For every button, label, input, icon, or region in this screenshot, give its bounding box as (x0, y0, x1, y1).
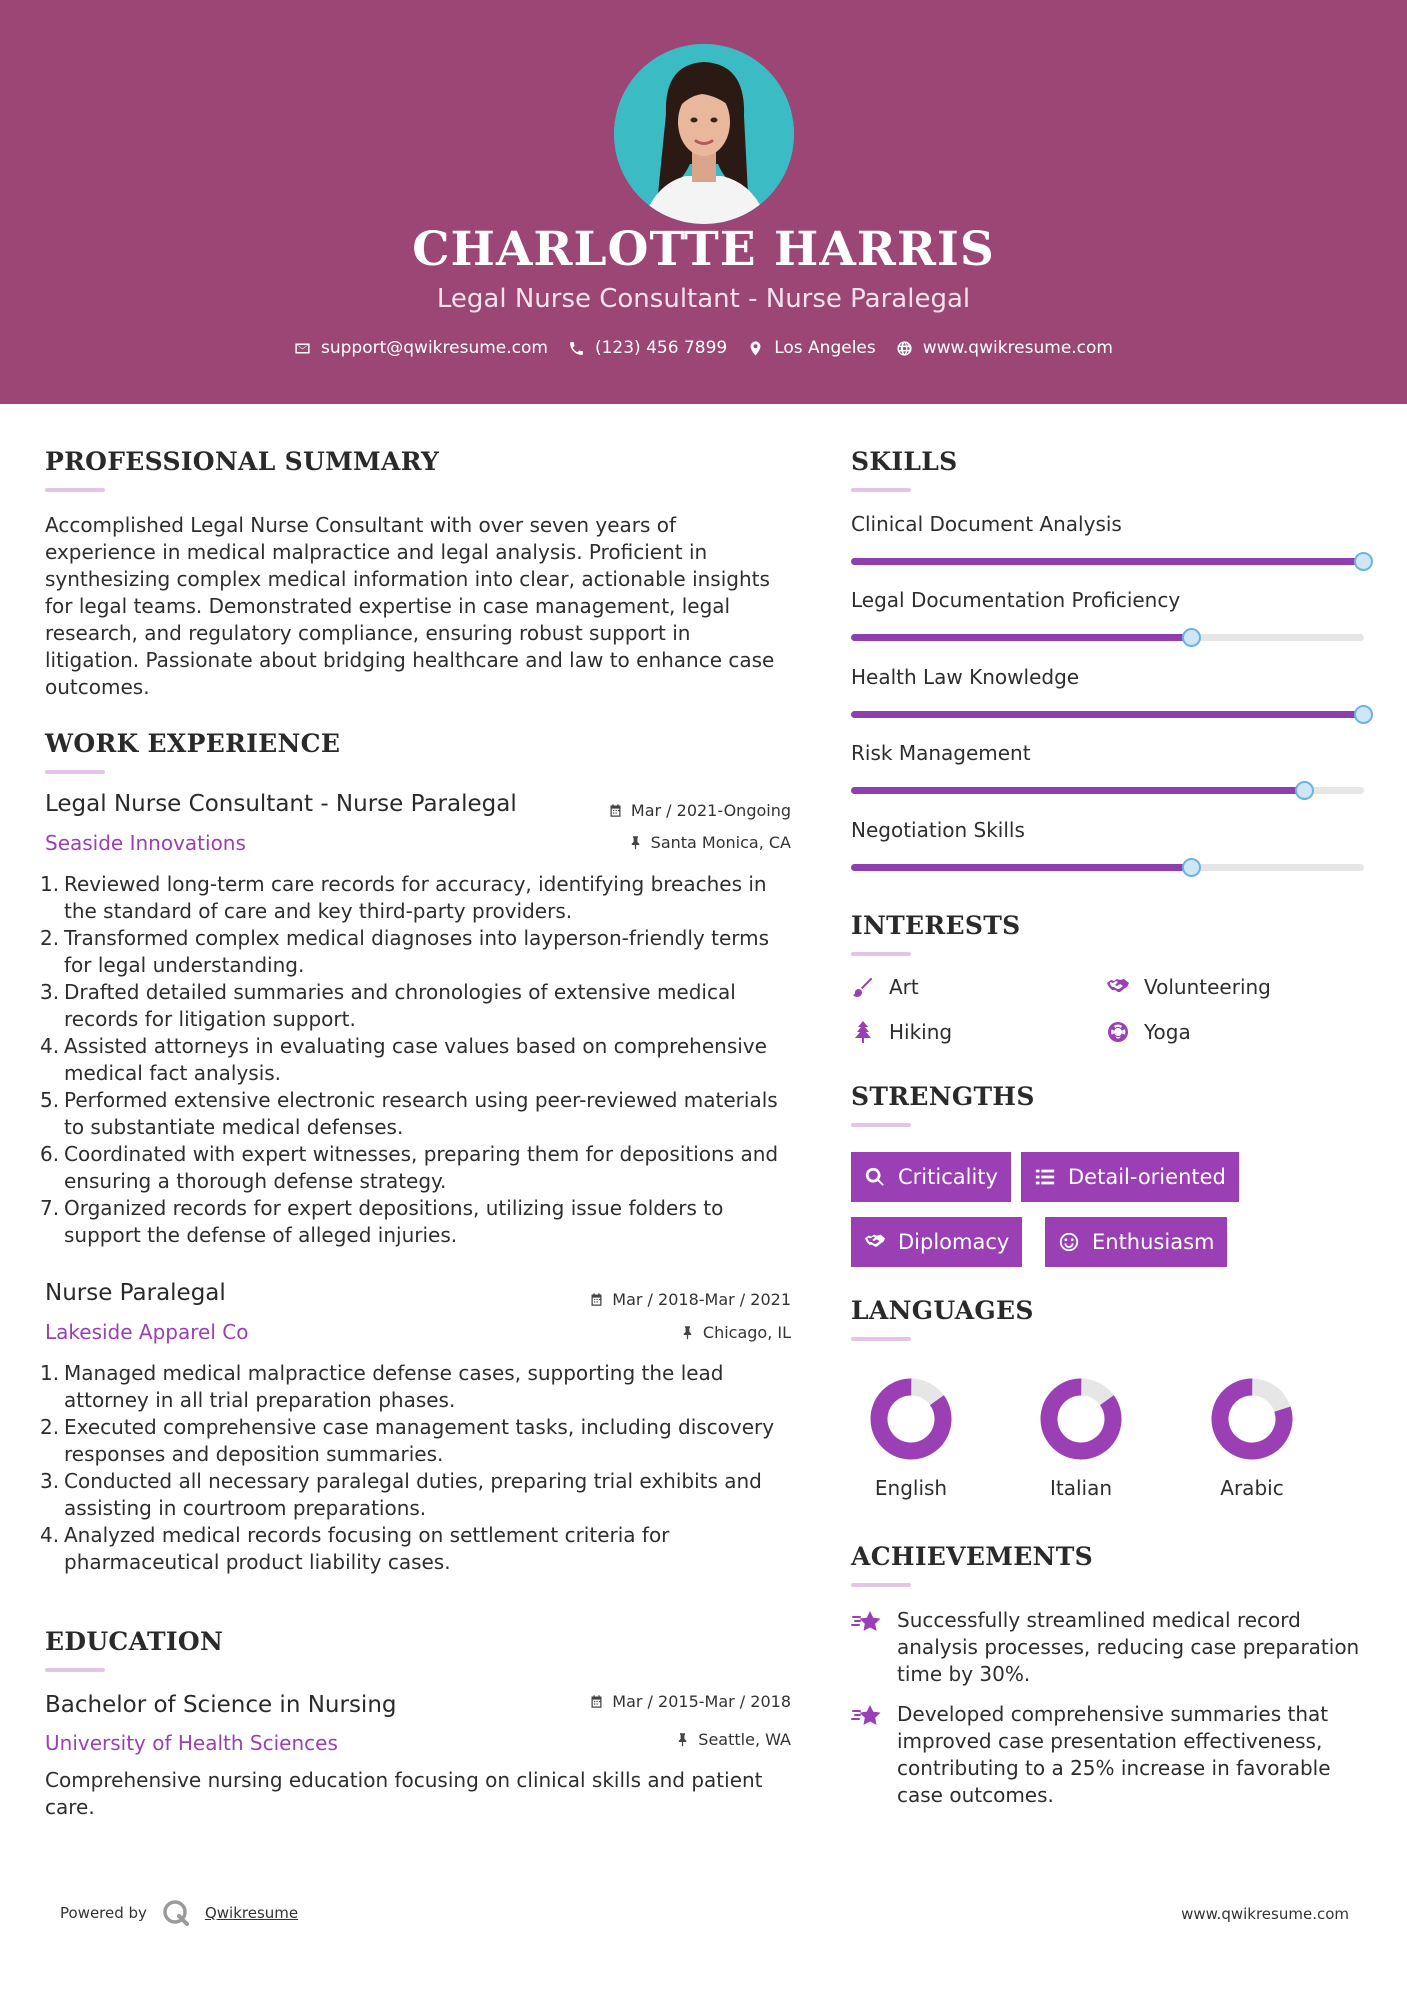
phone-icon (568, 340, 585, 357)
qwikresume-link[interactable]: Qwikresume (204, 1904, 299, 1922)
list-item: 1. Reviewed long-term care records for accuracy, identifying breaches in the standard of care and key third-party providers. (40, 872, 767, 923)
language-donut (1207, 1374, 1297, 1464)
bullet-text: Assisted attorneys in evaluating case values based on comprehensive medical fact analysis. (64, 1034, 767, 1085)
education-location (675, 1730, 791, 1749)
strength-tag (851, 1152, 1011, 1202)
contact-email[interactable] (294, 338, 548, 358)
achievement-item (851, 1607, 1361, 1688)
company-name: Lakeside Apparel Co (45, 1320, 249, 1344)
tree-icon (851, 1020, 875, 1044)
achievement-text: Developed comprehensive summaries that improved case presentation effectiveness, contributing to a 25% increase in favorable case outcomes. (897, 1702, 1331, 1807)
qwikresume-logo-icon (161, 1898, 191, 1928)
bullet-text: Managed medical malpractice defense cases, supporting the lead attorney in all trial preparation phases. (64, 1361, 724, 1412)
profile-photo (614, 44, 794, 224)
skill-bar-knob (1182, 858, 1201, 877)
job-location-text: Chicago, IL (702, 1323, 791, 1342)
interest-item (1106, 975, 1271, 999)
list-item: 6. Coordinated with expert witnesses, preparing them for depositions and ensuring a thorough defense strategy. (40, 1142, 779, 1193)
list-item: 5. Performed extensive electronic research using peer-reviewed materials to substantiate medical defenses. (40, 1088, 778, 1139)
strength-tag (1045, 1217, 1227, 1267)
summary-title: PROFESSIONAL SUMMARY (45, 447, 440, 476)
map-pin-icon (747, 340, 764, 357)
bullet-text: Performed extensive electronic research using peer-reviewed materials to substantiate medical defenses. (64, 1088, 778, 1139)
interests-title: INTERESTS (851, 911, 1021, 940)
bullet-text: Transformed complex medical diagnoses into layperson-friendly terms for legal understanding. (64, 926, 770, 977)
skill-bar-knob (1354, 552, 1373, 571)
language-donut-arc (866, 1374, 955, 1463)
candidate-role: Legal Nurse Consultant - Nurse Paralegal (436, 284, 971, 314)
strengths-title: STRENGTHS (851, 1082, 1035, 1111)
skill-bar-fill (851, 787, 1305, 794)
language-item (1021, 1374, 1141, 1500)
candidate-name: CHARLOTTE HARRIS (412, 222, 995, 277)
job-bullets (40, 1360, 800, 1576)
achievement-text: Successfully streamlined medical record analysis processes, reducing case preparation time by 30%. (897, 1608, 1360, 1686)
handshake-icon (864, 1231, 886, 1253)
job-bullets (40, 871, 800, 1249)
footer-website[interactable]: www.qwikresume.com (1181, 1905, 1349, 1923)
job-dates (589, 1290, 791, 1309)
interest-item (1106, 1020, 1191, 1044)
contact-website[interactable] (896, 338, 1113, 358)
smile-icon (1058, 1231, 1080, 1253)
bullet-text: Drafted detailed summaries and chronologies of extensive medical records for litigation support. (64, 980, 736, 1031)
language-item (1192, 1374, 1312, 1500)
list-item: 4. Analyzed medical records focusing on settlement criteria for pharmaceutical product liability cases. (40, 1523, 670, 1574)
skill-bar-knob (1182, 628, 1201, 647)
calendar-icon (589, 1292, 604, 1307)
education-dates-text: Mar / 2015-Mar / 2018 (612, 1692, 791, 1711)
section-divider (851, 1337, 911, 1341)
search-icon (864, 1166, 886, 1188)
strength-label: Diplomacy (898, 1230, 1010, 1254)
calendar-icon (589, 1694, 604, 1709)
skill-label: Health Law Knowledge (851, 665, 1080, 689)
skill-label: Risk Management (851, 741, 1031, 765)
skill-bar-fill (851, 711, 1364, 718)
contact-phone-text: (123) 456 7899 (594, 338, 728, 358)
language-name: Arabic (1220, 1476, 1284, 1500)
paintbrush-icon (851, 975, 875, 999)
job-location-text: Santa Monica, CA (650, 833, 791, 852)
skill-bar-fill (851, 634, 1192, 641)
bullet-text: Conducted all necessary paralegal duties, preparing trial exhibits and assisting in courtroom preparations. (64, 1469, 762, 1520)
skill-bar (851, 558, 1364, 565)
list-item: 1. Managed medical malpractice defense cases, supporting the lead attorney in all trial preparation phases. (40, 1361, 724, 1412)
section-divider (45, 1668, 105, 1672)
list-item: 4. Assisted attorneys in evaluating case values based on comprehensive medical fact analysis. (40, 1034, 767, 1085)
achievement-item (851, 1701, 1361, 1809)
experience-title: WORK EXPERIENCE (45, 729, 341, 758)
skill-bar (851, 634, 1364, 641)
strength-label: Detail-oriented (1068, 1165, 1226, 1189)
strength-label: Criticality (898, 1165, 998, 1189)
job-dates (608, 801, 791, 820)
skill-label: Clinical Document Analysis (851, 512, 1122, 536)
section-divider (851, 488, 911, 492)
job-title: Legal Nurse Consultant - Nurse Paralegal (45, 791, 517, 817)
summary-text: Accomplished Legal Nurse Consultant with over seven years of experience in medical malpractice and legal analysis. Proficient in synthesizing complex medical information into clear, actionable insights for legal teams. Demonstrated expertise in case management, legal research, and regulatory compliance, ensuring robust support in litigation. Passionate about bridging healthcare and law to enhance case outcomes. (45, 513, 775, 699)
languages-title: LANGUAGES (851, 1296, 1034, 1325)
contact-location-text: Los Angeles (774, 338, 876, 358)
skill-bar-knob (1354, 705, 1373, 724)
company-name: Seaside Innovations (45, 831, 246, 855)
handshake-icon (1106, 975, 1130, 999)
bullet-text: Coordinated with expert witnesses, preparing them for depositions and ensuring a thorough defense strategy. (64, 1142, 779, 1193)
skill-bar-knob (1295, 781, 1314, 800)
job-dates-text: Mar / 2021-Ongoing (630, 801, 791, 820)
section-divider (851, 952, 911, 956)
strength-label: Enthusiasm (1092, 1230, 1215, 1254)
bullet-text: Analyzed medical records focusing on settlement criteria for pharmaceutical product liability cases. (64, 1523, 670, 1574)
language-item (851, 1374, 971, 1500)
achievements-title: ACHIEVEMENTS (851, 1542, 1093, 1571)
section-divider (45, 488, 105, 492)
contact-email-text: support@qwikresume.com (321, 338, 548, 358)
interest-item (851, 1020, 952, 1044)
job-location (680, 1323, 791, 1342)
contact-location (747, 338, 876, 358)
language-name: English (874, 1476, 948, 1500)
powered-by-label: Powered by (60, 1904, 147, 1922)
section-divider (851, 1583, 911, 1587)
resume-header (0, 0, 1407, 404)
shooting-star-icon (851, 1701, 883, 1733)
section-divider (851, 1123, 911, 1127)
envelope-icon (294, 340, 311, 357)
contact-phone[interactable] (568, 338, 727, 358)
calendar-icon (608, 803, 623, 818)
bullet-text: Organized records for expert depositions, utilizing issue folders to support the defense of alleged injuries. (64, 1196, 724, 1247)
language-donut (866, 1374, 956, 1464)
lifebuoy-icon (1106, 1020, 1130, 1044)
list-item: 2. Executed comprehensive case management tasks, including discovery responses and deposition summaries. (40, 1415, 775, 1466)
education-location-text: Seattle, WA (698, 1730, 791, 1749)
list-item: 2. Transformed complex medical diagnoses into layperson-friendly terms for legal understanding. (40, 926, 770, 977)
skill-label: Negotiation Skills (851, 818, 1025, 842)
interest-label: Art (889, 975, 919, 999)
skill-bar (851, 711, 1364, 718)
skill-bar-fill (851, 558, 1364, 565)
school-name: University of Health Sciences (45, 1731, 338, 1755)
skill-bar (851, 787, 1364, 794)
list-item: 3. Conducted all necessary paralegal duties, preparing trial exhibits and assisting in courtroom preparations. (40, 1469, 762, 1520)
bullet-text: Reviewed long-term care records for accuracy, identifying breaches in the standard of care and key third-party providers. (64, 872, 767, 923)
list-item: 7. Organized records for expert depositions, utilizing issue folders to support the defense of alleged injuries. (40, 1196, 724, 1247)
interest-label: Hiking (889, 1020, 953, 1044)
job-dates-text: Mar / 2018-Mar / 2021 (612, 1290, 791, 1309)
bullet-text: Executed comprehensive case management tasks, including discovery responses and deposition summaries. (64, 1415, 775, 1466)
language-name: Italian (1049, 1476, 1113, 1500)
contact-website-text: www.qwikresume.com (922, 338, 1113, 358)
strength-tag (1021, 1152, 1239, 1202)
education-title: EDUCATION (45, 1627, 224, 1656)
skill-label: Legal Documentation Proficiency (851, 588, 1181, 612)
skill-bar (851, 864, 1364, 871)
footer-branding (60, 1898, 298, 1928)
language-donut (1036, 1374, 1126, 1464)
interest-item (851, 975, 919, 999)
pushpin-icon (628, 835, 643, 850)
pushpin-icon (675, 1732, 690, 1747)
globe-icon (896, 340, 913, 357)
language-donut-arc (1036, 1374, 1125, 1463)
strength-tag (851, 1217, 1022, 1267)
list-icon (1034, 1166, 1056, 1188)
contact-bar (0, 338, 1407, 358)
section-divider (45, 770, 105, 774)
list-item: 3. Drafted detailed summaries and chronologies of extensive medical records for litigation support. (40, 980, 736, 1031)
job-title: Nurse Paralegal (45, 1280, 226, 1306)
skills-title: SKILLS (851, 447, 958, 476)
interest-label: Volunteering (1144, 975, 1271, 999)
interest-label: Yoga (1144, 1020, 1191, 1044)
degree-title: Bachelor of Science in Nursing (45, 1692, 397, 1718)
education-description: Comprehensive nursing education focusing on clinical skills and patient care. (45, 1768, 763, 1819)
education-dates (589, 1692, 791, 1711)
pushpin-icon (680, 1325, 695, 1340)
shooting-star-icon (851, 1607, 883, 1639)
job-location (628, 833, 791, 852)
skill-bar-fill (851, 864, 1192, 871)
portrait-illustration (614, 44, 794, 224)
